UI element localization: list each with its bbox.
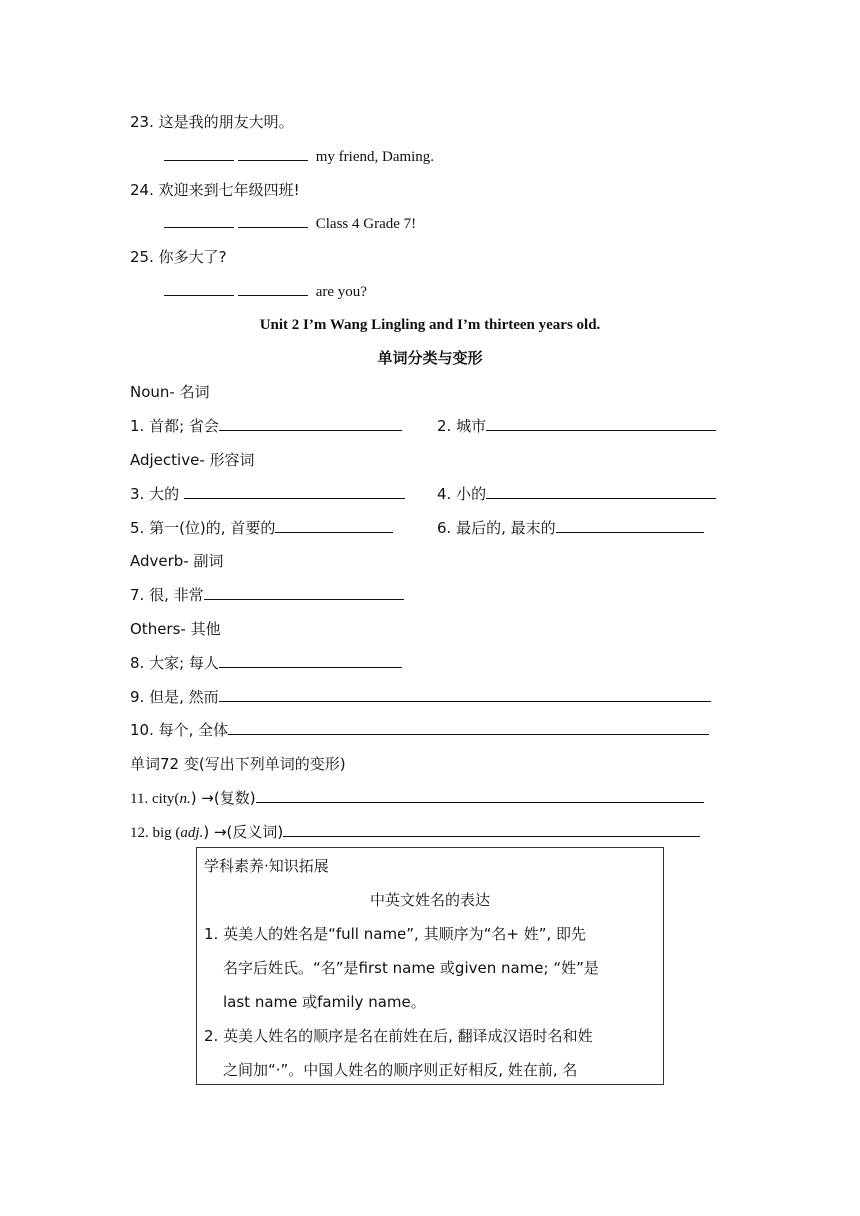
answer-blank[interactable]: [283, 822, 700, 837]
exercise-chinese: 这是我的朋友大明。: [158, 113, 294, 131]
section-title: 单词分类与变形: [377, 349, 483, 367]
answer-blank[interactable]: [238, 213, 308, 228]
knowledge-extension-box: [196, 847, 664, 1085]
vocab-item-3: [130, 484, 405, 504]
transform-instruction: ) →(复数): [190, 789, 256, 807]
answer-blank[interactable]: [164, 281, 234, 296]
exercise-chinese: 欢迎来到七年级四班!: [158, 181, 300, 199]
answer-blank[interactable]: [204, 585, 404, 600]
vocab-prompt: 6. 最后的, 最末的: [437, 519, 556, 537]
vocab-prompt: 5. 第一(位)的, 首要的: [130, 519, 276, 537]
exercise-english: Class 4 Grade 7!: [315, 216, 417, 232]
exercise-english: are you?: [315, 284, 367, 300]
vocab-item-6: [437, 518, 704, 538]
vocab-prompt: 3. 大的: [130, 485, 180, 503]
vocab-prompt: 4. 小的: [437, 485, 487, 503]
box-paragraph-1-line-1: 1. 英美人的姓名是“full name”, 其顺序为“名+ 姓”, 即先: [204, 925, 587, 943]
vocab-prompt: 2. 城市: [437, 417, 487, 435]
vocab-prompt: 8. 大家; 每人: [130, 654, 219, 672]
transform-word: 11. city(: [130, 791, 180, 807]
vocab-item-5: [130, 518, 393, 538]
box-paragraph-2-line-2: 之间加“·”。中国人姓名的顺序则正好相反, 姓在前, 名: [223, 1061, 578, 1079]
exercise-23-answer-line: [164, 146, 434, 167]
box-title: 中英文姓名的表达: [369, 891, 490, 909]
category-adverb: Adverb- 副词: [130, 552, 224, 570]
exercise-24-question: [130, 180, 300, 200]
exercise-25-answer-line: [164, 281, 367, 302]
vocab-item-1: [130, 416, 402, 436]
transform-item-12: [130, 822, 700, 843]
answer-blank[interactable]: [164, 146, 234, 161]
answer-blank[interactable]: [275, 518, 393, 533]
category-others: Others- 其他: [130, 620, 221, 638]
vocab-item-7: [130, 585, 404, 605]
answer-blank[interactable]: [238, 146, 308, 161]
answer-blank[interactable]: [219, 653, 402, 668]
vocab-item-4: [437, 484, 716, 504]
answer-blank[interactable]: [219, 687, 711, 702]
exercise-number: 24.: [130, 181, 154, 199]
answer-blank[interactable]: [164, 213, 234, 228]
answer-blank[interactable]: [184, 484, 405, 499]
box-paragraph-2-line-1: 2. 英美人姓名的顺序是名在前姓在后, 翻译成汉语时名和姓: [204, 1027, 593, 1045]
unit-title: Unit 2 I’m Wang Lingling and I’m thirteen years old.: [259, 317, 601, 333]
answer-blank[interactable]: [486, 484, 716, 499]
vocab-item-8: [130, 653, 402, 673]
part-of-speech: adj.: [180, 825, 204, 841]
exercise-chinese: 你多大了?: [158, 248, 227, 266]
answer-blank[interactable]: [486, 416, 716, 431]
part-of-speech: n.: [179, 791, 191, 807]
answer-blank[interactable]: [238, 281, 308, 296]
vocab-item-2: [437, 416, 716, 436]
transform-instruction: ) →(反义词): [203, 823, 284, 841]
exercise-number: 25.: [130, 248, 154, 266]
category-noun: Noun- 名词: [130, 383, 210, 401]
vocab-prompt: 1. 首都; 省会: [130, 417, 219, 435]
transform-word: 12. big (: [130, 825, 181, 841]
box-heading: 学科素养·知识拓展: [204, 857, 329, 875]
box-paragraph-1-line-2: 名字后姓氏。“名”是first name 或given name; “姓”是: [223, 959, 599, 977]
answer-blank[interactable]: [256, 788, 704, 803]
vocab-prompt: 10. 每个, 全体: [130, 721, 229, 739]
vocab-item-10: [130, 720, 709, 740]
transform-item-11: [130, 788, 704, 809]
answer-blank[interactable]: [228, 720, 709, 735]
exercise-english: my friend, Daming.: [315, 149, 435, 165]
category-transform: 单词72 变(写出下列单词的变形): [130, 755, 346, 773]
answer-blank[interactable]: [219, 416, 402, 431]
vocab-prompt: 9. 但是, 然而: [130, 688, 219, 706]
category-adjective: Adjective- 形容词: [130, 451, 255, 469]
exercise-23-question: [130, 112, 294, 132]
vocab-item-9: [130, 687, 711, 707]
exercise-number: 23.: [130, 113, 154, 131]
exercise-25-question: [130, 247, 227, 267]
answer-blank[interactable]: [556, 518, 704, 533]
exercise-24-answer-line: [164, 213, 416, 234]
box-paragraph-1-line-3: last name 或family name。: [223, 993, 426, 1011]
vocab-prompt: 7. 很, 非常: [130, 586, 204, 604]
